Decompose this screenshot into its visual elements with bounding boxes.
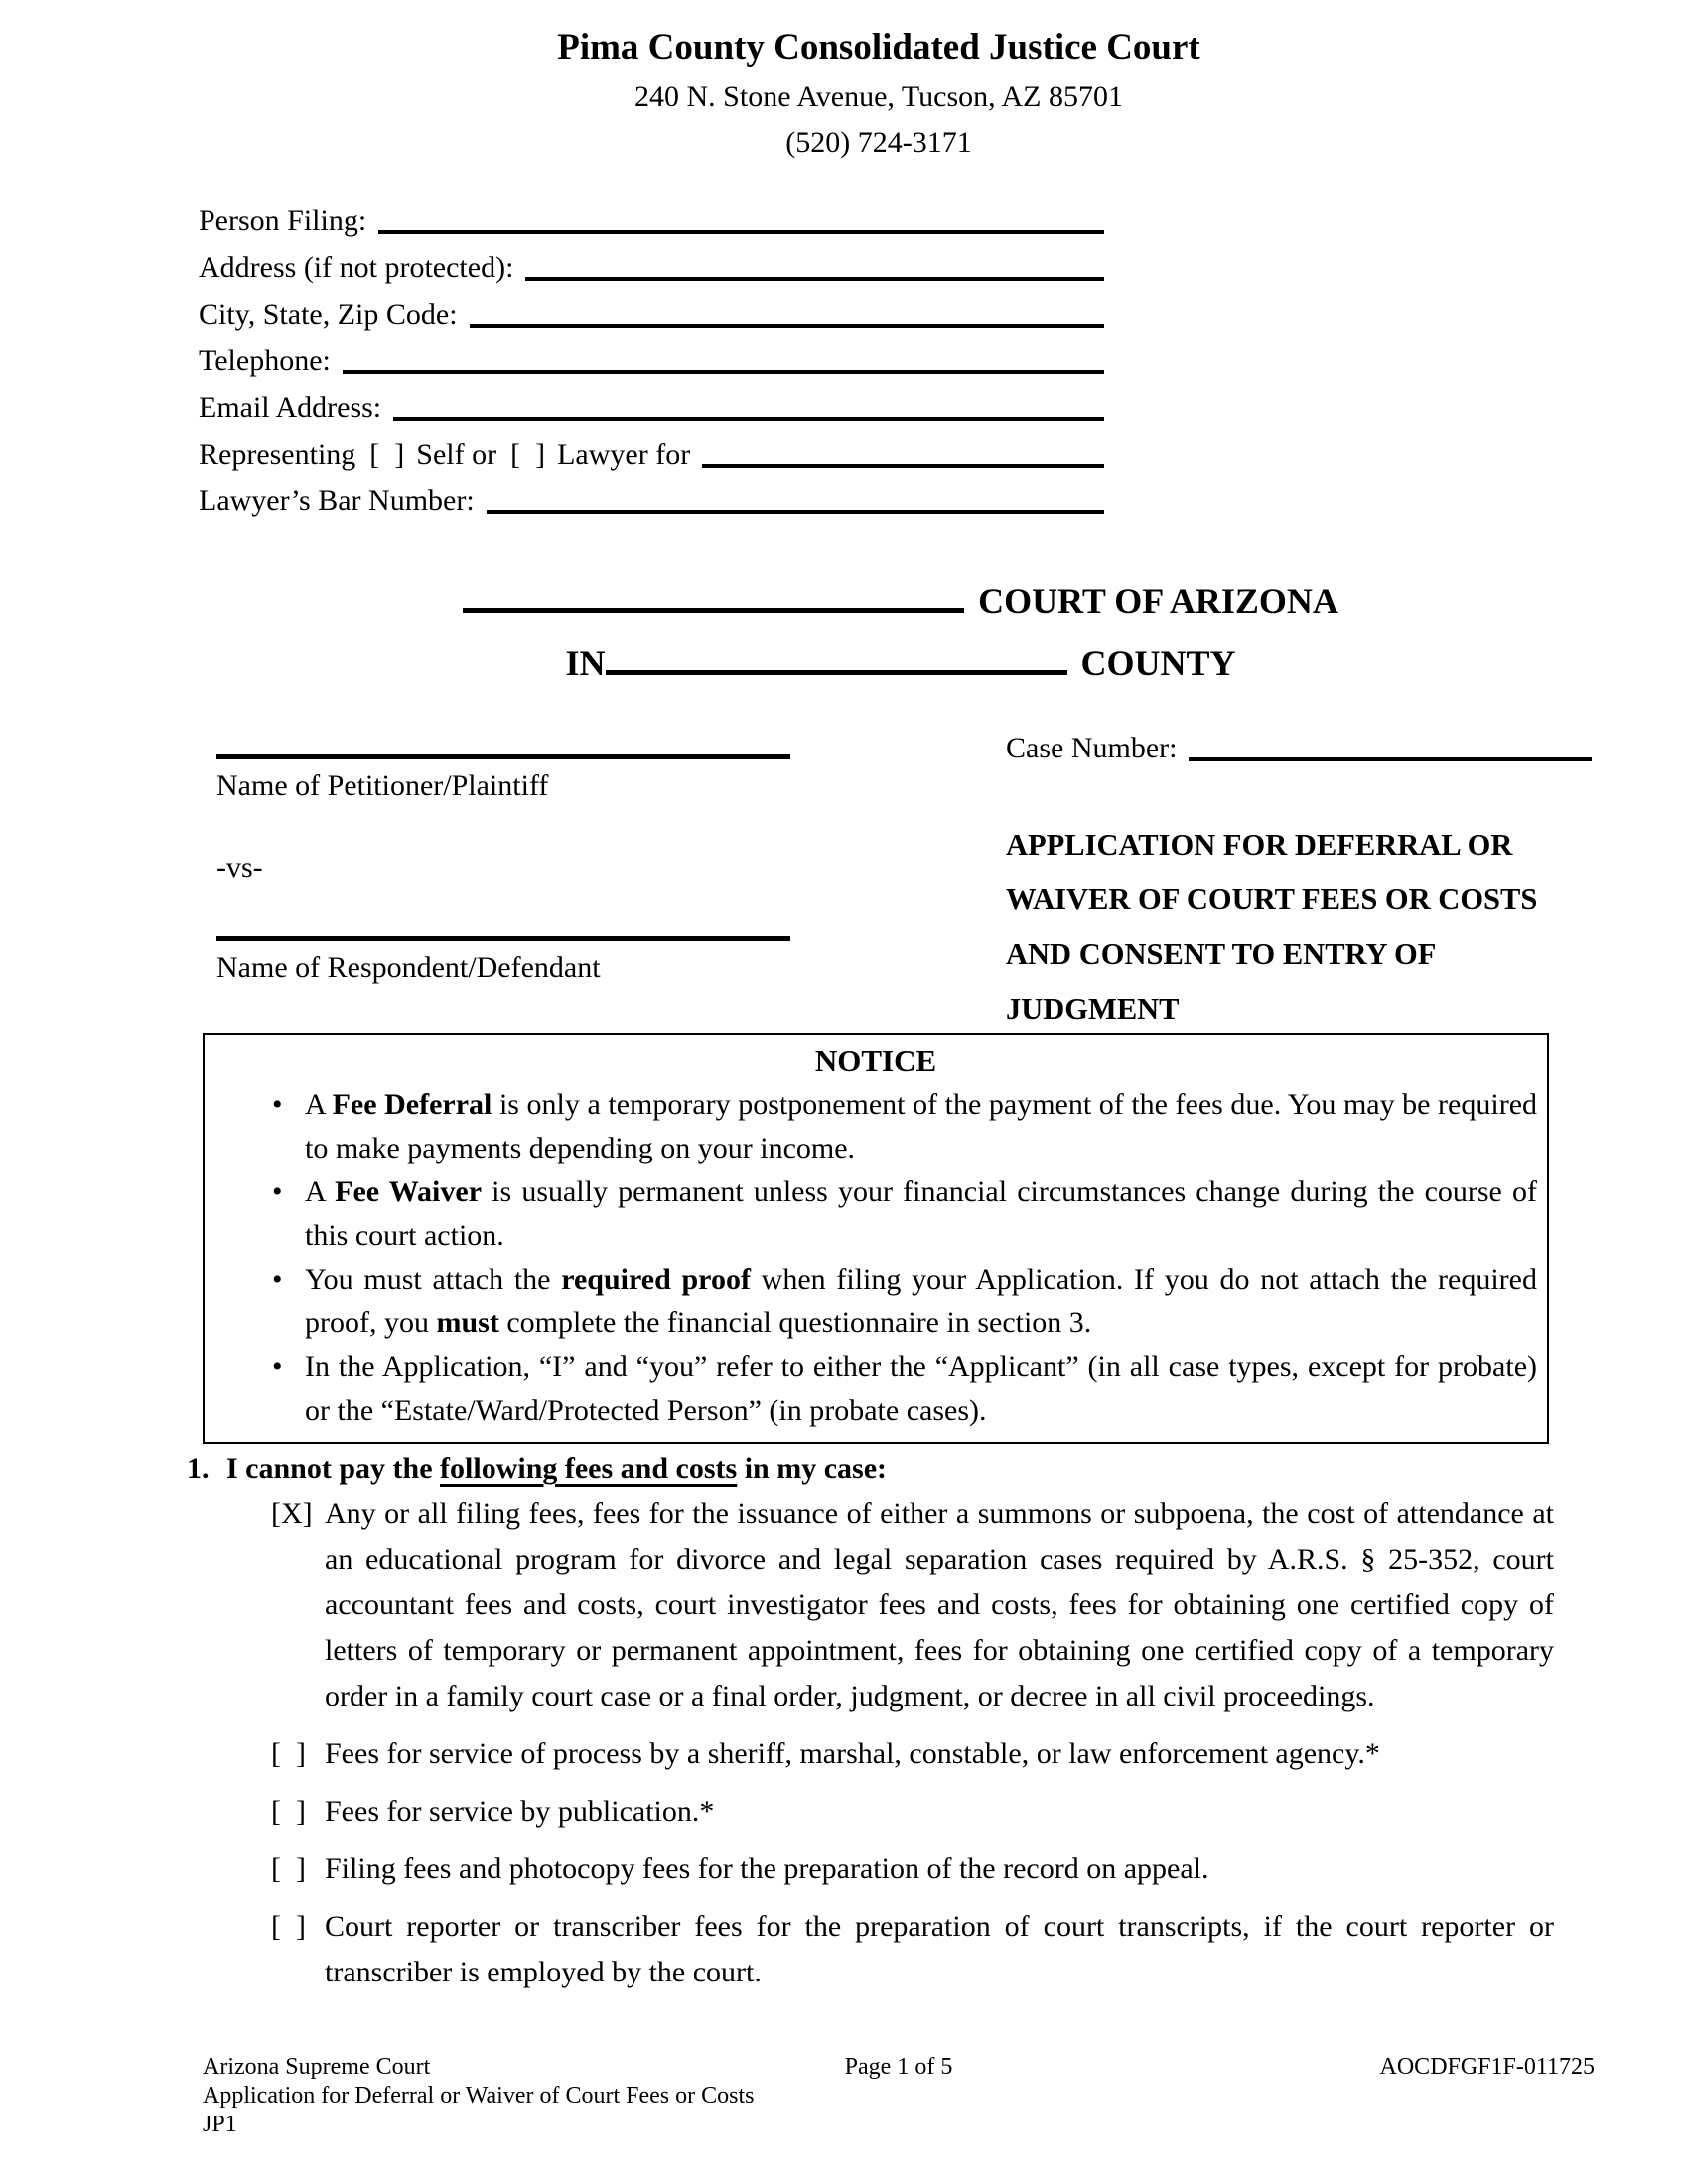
city-state-zip-field[interactable] [470,324,1104,328]
case-number-field[interactable] [1189,757,1592,761]
fee-checkbox[interactable]: [ ] [271,1910,306,1943]
court-phone: (520) 724-3171 [785,126,972,159]
fee-checkbox-checked[interactable]: [X] [271,1497,313,1530]
caption-parties [216,754,790,987]
notice-title: NOTICE [814,1043,937,1078]
court-name-field[interactable] [463,576,964,613]
section-1-heading [187,1449,1557,1489]
fee-checkbox[interactable]: [ ] [271,1795,306,1828]
court-name: Pima County Consolidated Justice Court [557,27,1200,68]
person-filing-field[interactable] [378,230,1104,234]
case-number-row [1006,723,1592,766]
county-label: COUNTY [1080,643,1236,683]
telephone-row [199,333,1104,379]
court-name-line [199,576,1603,622]
email-field[interactable] [393,417,1104,421]
fee-item-text: Any or all filing fees, fees for the issuance of either a summons or subpoena, the cost of attendance at an educational program for divorce and legal separation cases required by A.R.S. § 25-352, court accountant fees and costs, court investigator fees and costs, fees for obtaining one certified copy of letters of temporary or permanent appointment, fees for obtaining one certified copy of a temporary order in a family court case or a final order, judgment, or decree in all civil proceedings. [325,1497,1554,1712]
section-heading-text: I cannot pay the following fees and costs in my case: [226,1452,888,1485]
county-name-field[interactable] [606,638,1067,675]
court-address: 240 N. Stone Avenue, Tucson, AZ 85701 [634,80,1123,113]
representing-self-label: Self or [416,438,497,471]
email-row [199,379,1104,426]
footer-form-name: Application for Deferral or Waiver of Court Fees or Costs [203,2083,755,2109]
versus-label: -vs- [216,851,263,884]
caption-case-info [1006,723,1592,1036]
footer-document-id: AOCDFGF1F-011725 [1379,2054,1595,2080]
address-field[interactable] [525,277,1104,281]
in-label: IN [565,643,606,683]
section-number: 1. [187,1452,210,1485]
telephone-field[interactable] [343,370,1104,374]
notice-bullet-item: • You must attach the required proof when filing your Application. If you do not attach the required proof, you must complete the financial questionnaire in section 3. [305,1258,1537,1345]
address-label: Address (if not protected): [199,251,514,284]
fee-item-text: Fees for service of process by a sheriff, marshal, constable, or law enforcement agency.* [325,1737,1380,1770]
email-label: Email Address: [199,391,382,424]
fee-checkbox[interactable]: [ ] [271,1737,306,1770]
court-header [199,26,1559,163]
fee-item-text: Filing fees and photocopy fees for the preparation of the record on appeal. [325,1852,1209,1885]
fee-checkbox[interactable]: [ ] [271,1852,306,1885]
representing-label: Representing [199,438,356,471]
representing-party-field[interactable] [702,464,1104,468]
fee-item [271,1846,1554,1892]
court-jurisdiction-heading [199,576,1603,685]
bar-number-row [199,473,1104,519]
footer-page-number: Page 1 of 5 [844,2054,953,2080]
footer-left [203,2053,845,2139]
county-line [199,638,1603,685]
person-filing-label: Person Filing: [199,205,367,237]
city-state-zip-row [199,286,1104,333]
petitioner-name-field[interactable] [216,754,790,759]
representing-self-checkbox[interactable]: [ ] [369,438,405,471]
notice-list [205,1083,1547,1433]
fee-item [271,1789,1554,1835]
bar-number-field[interactable] [487,510,1104,514]
fee-item [271,1491,1554,1719]
footer-court: Arizona Supreme Court [203,2054,431,2080]
fee-item [271,1904,1554,1995]
notice-box [203,1033,1549,1444]
representing-lawyer-checkbox[interactable]: [ ] [510,438,546,471]
footer-form-code: JP1 [203,2112,237,2137]
court-of-arizona-label: COURT OF ARIZONA [978,581,1338,620]
notice-bullet-item: • In the Application, “I” and “you” refer to either the “Applicant” (in all case types, except for probate) or the “Estate/Ward/Protected Person” (in probate cases). [305,1345,1537,1433]
address-row [199,239,1104,286]
fee-item-text: Fees for service by publication.* [325,1795,715,1828]
case-number-label: Case Number: [1006,732,1178,764]
respondent-label: Name of Respondent/Defendant [216,951,601,984]
filing-info-block [199,193,1104,519]
petitioner-label: Name of Petitioner/Plaintiff [216,769,549,802]
bar-number-label: Lawyer’s Bar Number: [199,484,475,517]
notice-bullet-item: • A Fee Deferral is only a temporary postponement of the payment of the fees due. You may be required to make payments depending on your income. [305,1083,1537,1170]
representing-lawyer-label: Lawyer for [557,438,691,471]
fee-item [271,1731,1554,1777]
representing-row [199,426,1104,473]
telephone-label: Telephone: [199,344,331,377]
respondent-name-field[interactable] [216,936,790,941]
document-title: APPLICATION FOR DEFERRAL OR WAIVER OF COURT FEES OR COSTS AND CONSENT TO ENTRY OF JUDGMENT [1006,828,1538,1025]
person-filing-row [199,193,1104,239]
city-state-zip-label: City, State, Zip Code: [199,298,458,331]
fee-item-text: Court reporter or transcriber fees for the preparation of court transcripts, if the court reporter or transcriber is employed by the court. [325,1910,1554,1988]
fee-item-list [271,1491,1554,2007]
notice-bullet-item: • A Fee Waiver is usually permanent unless your financial circumstances change during the course of this court action. [305,1170,1537,1258]
page-footer [203,2053,1595,2139]
